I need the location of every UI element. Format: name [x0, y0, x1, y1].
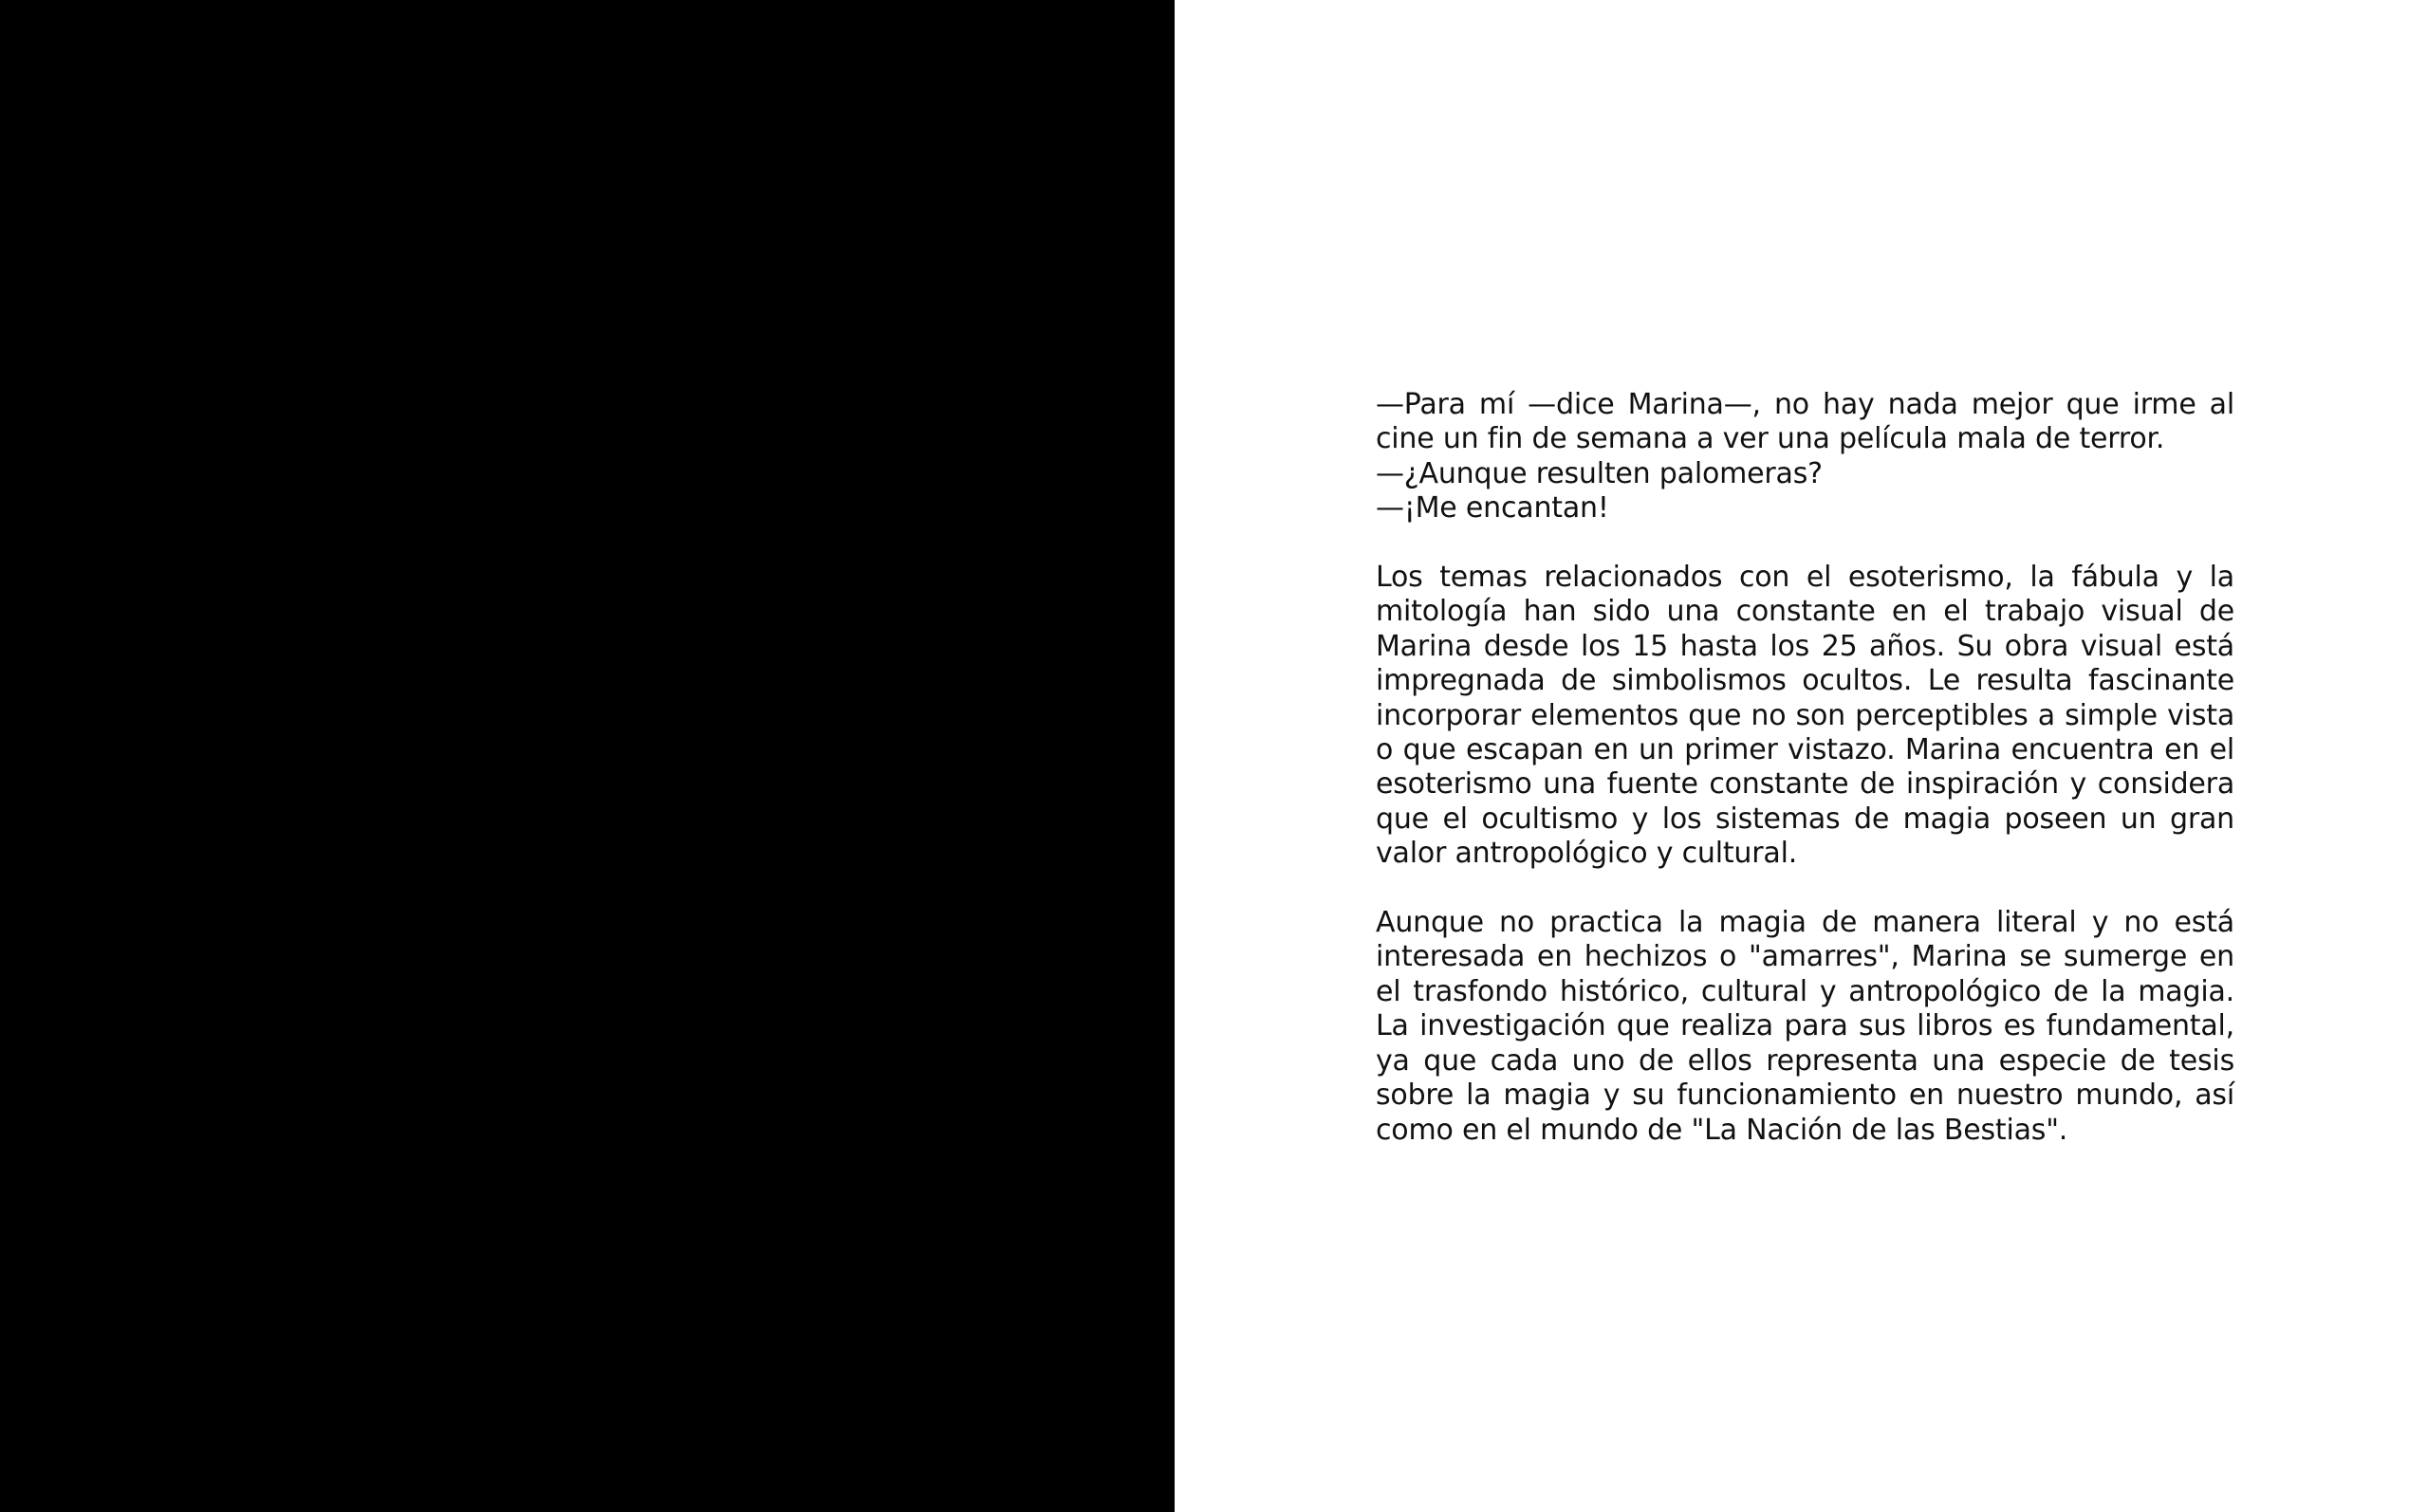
dialogue-line-1: —Para mí —dice Marina—, no hay nada mejor que irme al cine un fin de semana a ver una película mala de terror. [1376, 388, 2234, 456]
dialogue-line-3: —¡Me encantan! [1376, 491, 1609, 526]
dialogue-line-2: —¿Aunque resulten palomeras? [1376, 456, 1823, 490]
paragraph-magia: Aunque no practica la magia de manera literal y no está interesada en hechizos o "amarres", Marina se sumerge en el trasfondo histórico, cultural y antropológico de la magia. La investigación que realiza para sus libros es fundamental, ya que cada uno de ellos representa una especie de tesis sobre la magia y su funcionamiento en nuestro mundo, así como en el mundo de "La Nación de las Bestias". [1376, 906, 2234, 1147]
dialogue-block [1376, 388, 2234, 526]
paragraph-esoterismo: Los temas relacionados con el esoterismo, la fábula y la mitología han sido una constante en el trabajo visual de Marina desde los 15 hasta los 25 años. Su obra visual está impregnada de simbolismos ocultos. Le resulta fascinante incorporar elementos que no son perceptibles a simple vista o que escapan en un primer vistazo. Marina encuentra en el esoterismo una fuente constante de inspiración y considera que el ocultismo y los sistemas de magia poseen un gran valor antropológico y cultural. [1376, 561, 2234, 871]
body-text [1376, 388, 2234, 1148]
right-page [1175, 0, 2409, 1512]
left-page-black [0, 0, 1175, 1512]
